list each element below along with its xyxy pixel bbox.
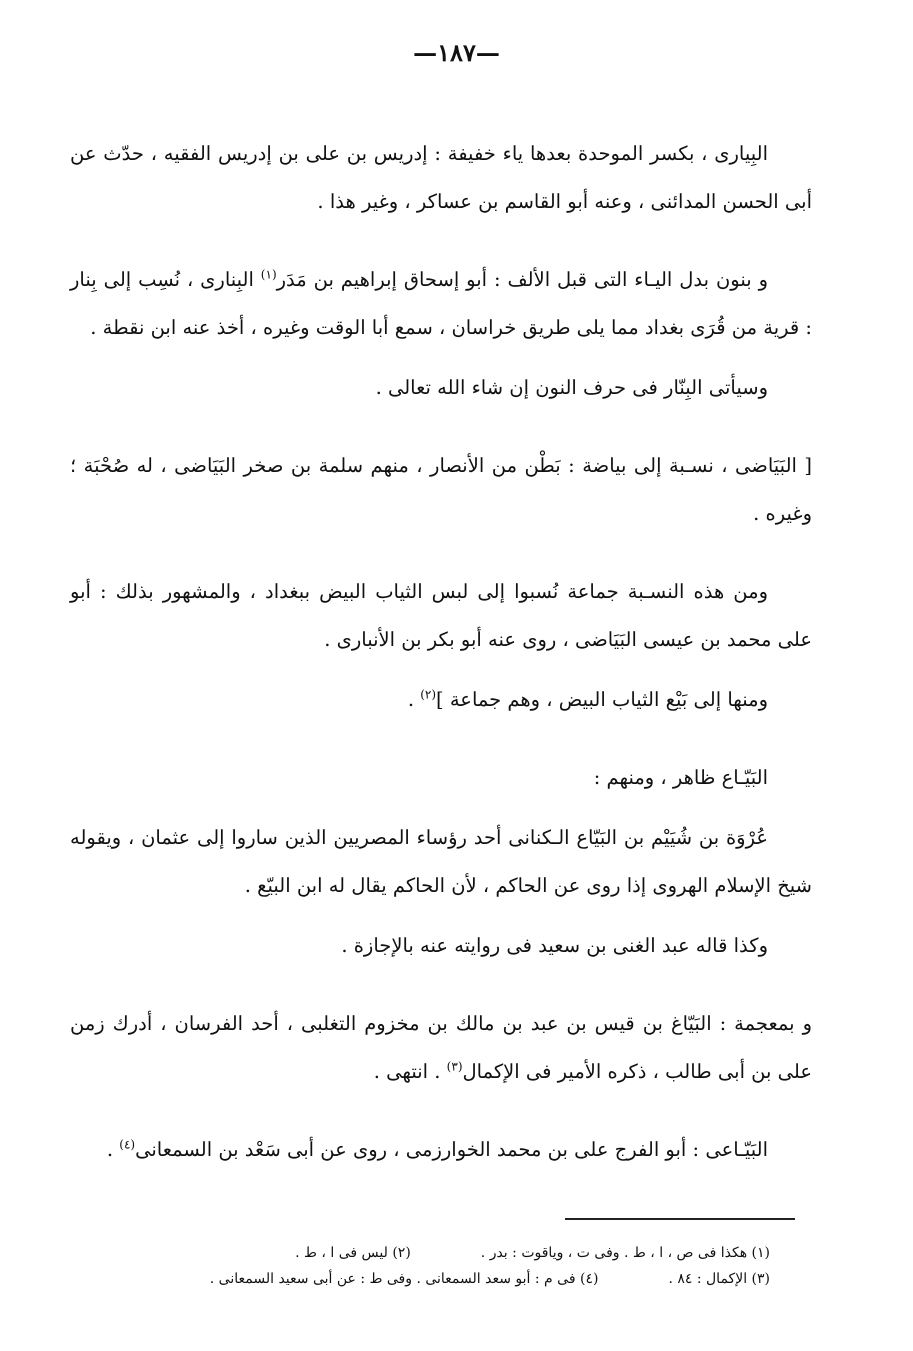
- paragraph-text: .: [407, 688, 421, 711]
- entry-paragraph: وسيأتى البِنّار فى حرف النون إن شاء الله تعالى .: [375, 376, 768, 399]
- entry-paragraph: البَيّـاع ظاهر ، ومنهم :: [593, 766, 768, 789]
- entry-paragraph: وكذا قاله عبد الغنى بن سعيد فى روايته عنه بالإجازة .: [341, 934, 768, 957]
- footnote-ref: (٢): [420, 687, 437, 702]
- entry-paragraph: [ البَيَاضى ، نسـبة إلى بياضة : بَطْن من الأنصار ، منهم سلمة بن صخر البَيَاضى ، له صُحْبَة ؛ وغيره .: [70, 454, 812, 525]
- footnote-4: (٤) فى م : أبو سعد السمعانى . وفى ط : عن أبى سعيد السمعانى .: [209, 1271, 599, 1287]
- footnote-3: (٣) الإكمال : ٨٤ .: [668, 1271, 770, 1287]
- footnote-ref: (٣): [446, 1059, 463, 1074]
- paragraph-text: البِنارى ، نُسِب إلى بِنار : قرية من قُرَى بغداد مما يلى طريق خراسان ، سمع أبا الوقت وغيره ، أخذ عنه ابن نقطة .: [70, 268, 812, 339]
- body-text: [70, 130, 812, 1186]
- entry-paragraph: [70, 676, 812, 724]
- footnote-divider: [565, 1218, 795, 1220]
- entry-paragraph: البِيارى ، بكسر الموحدة بعدها ياء خفيفة : إدريس بن على بن إدريس الفقيه ، حدّث عن أبى الحسن المدائنى ، وعنه أبو القاسم بن عساكر ، وغير هذا .: [70, 142, 812, 213]
- entry-paragraph: عُرْوَة بن شُيَيْم بن البَيّاع الـكنانى أحد رؤساء المصريين الذين ساروا إلى عثمان ، ويقوله شيخ الإسلام الهروى إذا روى عن الحاكم ، لأن الحاكم يقال له ابن البيّع .: [70, 826, 812, 897]
- footnote-ref: (٤): [119, 1137, 136, 1152]
- paragraph-text: ومنها إلى بَيْع الثياب البيض ، وهم جماعة ]: [436, 688, 768, 711]
- entry-paragraph: [70, 1126, 812, 1174]
- entry-paragraph: [70, 256, 812, 352]
- paragraph-text: .: [106, 1138, 120, 1161]
- page-number: —١٨٧—: [413, 38, 500, 67]
- footnote-2: (٢) ليس فى ا ، ط .: [295, 1245, 411, 1261]
- footnote-ref: (١): [260, 267, 277, 282]
- footnote-row: [90, 1240, 770, 1266]
- paragraph-text: . انتهى .: [373, 1060, 447, 1083]
- paragraph-text: البَيّـاعى : أبو الفرج على بن محمد الخوارزمى ، روى عن أبى سَعْد بن السمعانى: [135, 1138, 768, 1161]
- footnote-row: [90, 1266, 770, 1292]
- entry-paragraph: ومن هذه النسـبة جماعة نُسبوا إلى لبس الثياب البيض ببغداد ، والمشهور بذلك : أبو على محمد بن عيسى البَيَاضى ، روى عنه أبو بكر بن الأنبارى .: [70, 580, 812, 651]
- entry-paragraph: [70, 1000, 812, 1096]
- footnotes: [90, 1240, 770, 1292]
- paragraph-text: و بمعجمة : البَيّاغ بن قيس بن عبد بن مالك بن مخزوم التغلبى ، أحد الفرسان ، أدرك زمن على بن أبى طالب ، ذكره الأمير فى الإكمال: [70, 1012, 812, 1083]
- footnote-1: (١) هكذا فى ص ، ا ، ط . وفى ت ، وياقوت : بدر .: [480, 1245, 770, 1261]
- paragraph-text: و بنون بدل اليـاء التى قبل الألف : أبو إسحاق إبراهيم بن مَدَر: [276, 268, 768, 291]
